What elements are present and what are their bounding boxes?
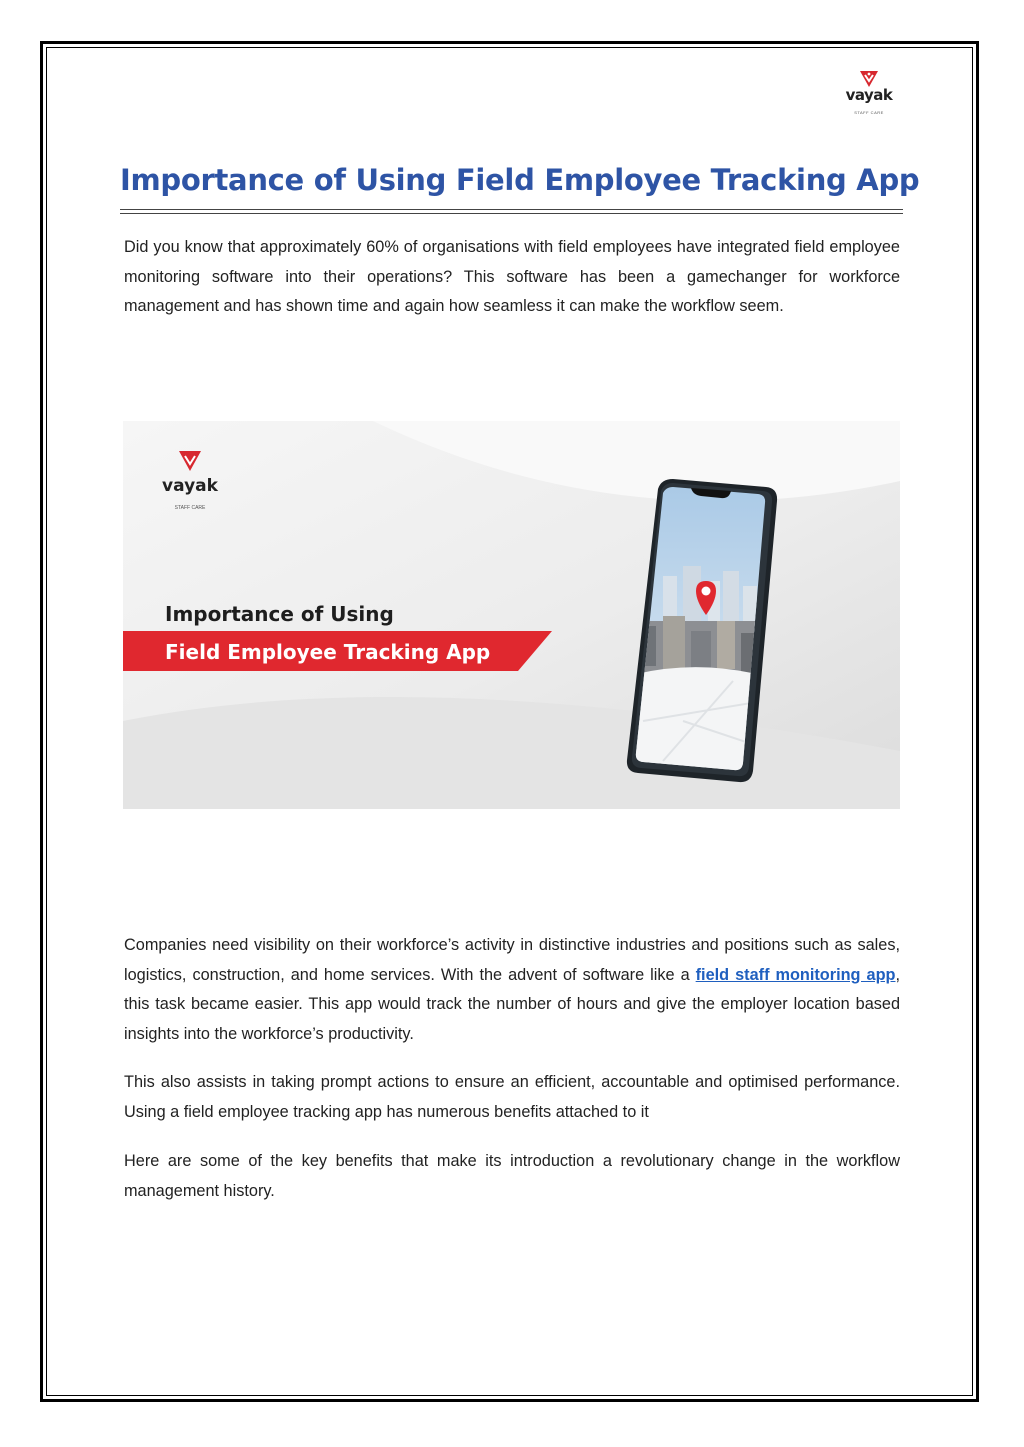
visibility-paragraph-text-end: , this task became easier. This app would track the number of hours and give the employer location based insights into the workforce’s productivity. xyxy=(124,965,900,1043)
banner-logo-tagline: STAFF CARE xyxy=(174,505,206,511)
banner-illustration xyxy=(123,421,900,809)
title-underline-second xyxy=(120,213,903,214)
visibility-paragraph xyxy=(124,931,900,1049)
logo-brand: vayak xyxy=(845,86,893,104)
page-title: Importance of Using Field Employee Tracking App xyxy=(120,163,920,197)
banner-heading-line1: Importance of Using xyxy=(165,602,394,626)
visibility-paragraph-text-start: Companies need visibility on their workforce’s activity in distinctive industries and positions such as sales, logistics, construction, and home services. With the advent of software like a xyxy=(124,936,900,984)
vayak-logo xyxy=(842,70,896,118)
banner-heading-line2: Field Employee Tracking App xyxy=(165,640,491,664)
efficiency-paragraph: This also assists in taking prompt actions to ensure an efficient, accountable and optimised performance. Using a field employee tracking app has numerous benefits attached to it xyxy=(124,1073,900,1121)
title-underline xyxy=(120,209,903,210)
banner-logo-brand: vayak xyxy=(162,476,218,496)
banner-image xyxy=(123,421,900,809)
field-staff-monitoring-app-link[interactable]: field staff monitoring app xyxy=(695,965,896,984)
logo-tagline: STAFF CARE xyxy=(854,110,884,115)
benefits-intro-paragraph: Here are some of the key benefits that make its introduction a revolutionary change in the workflow management history. xyxy=(124,1152,900,1200)
intro-paragraph: Did you know that approximately 60% of organisations with field employees have integrated field employee monitoring software into their operations? This software has been a gamechanger for workforce management and has shown time and again how seamless it can make the workflow seem. xyxy=(124,238,900,315)
